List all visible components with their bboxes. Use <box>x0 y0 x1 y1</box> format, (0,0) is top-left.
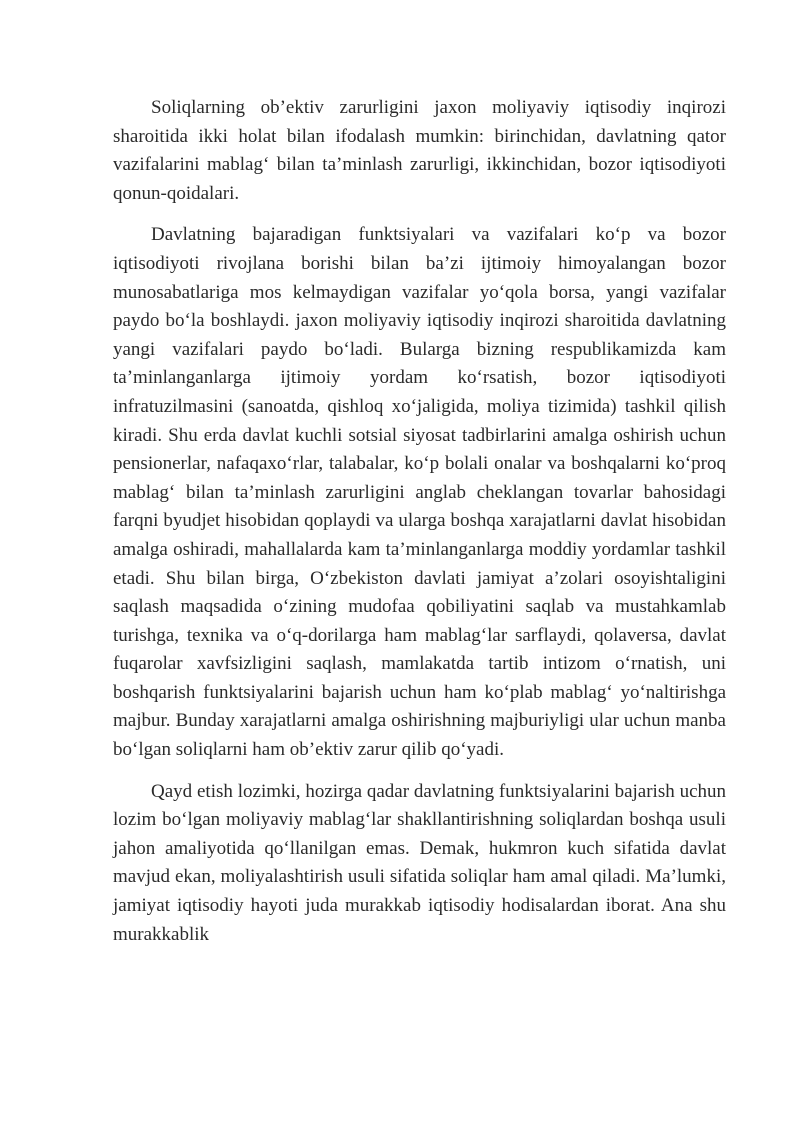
paragraph-3: Qayd etish lozimki, hozirga qadar davlatning funktsiyalarini bajarish uchun lozim bo‘lgan moliyaviy mablag‘lar shakllantirishning soliqlardan boshqa usuli jahon amaliyotida qo‘llanilgan emas. Demak, hukmron kuch sifatida davlat mavjud ekan, moliyalashtirish usuli sifatida soliqlar ham amal qiladi. Ma’lumki, jamiyat iqtisodiy hayoti juda murakkab iqtisodiy hodisalardan iborat. Ana shu murakkablik <box>113 780 726 945</box>
paragraph-1: Soliqlarning ob’ektiv zarurligini jaxon moliyaviy iqtisodiy inqirozi sharoitida ikki holat bilan ifodalash mumkin: birinchidan, davlatning qator vazifalarini mablag‘ bilan ta’minlash zarurligi, ikkinchidan, bozor iqtisodiyoti qonun-qoidalari. <box>113 97 726 204</box>
paragraph-2: Davlatning bajaradigan funktsiyalari va vazifalari ko‘p va bozor iqtisodiyoti rivojlana borishi bilan ba’zi ijtimoiy himoyalangan bozor munosabatlariga mos kelmaydigan vazifalar yo‘qola borsa, yangi vazifalar paydo bo‘la boshlaydi. jaxon moliyaviy iqtisodiy inqirozi sharoitida davlatning yangi vazifalari paydo bo‘ladi. Bularga bizning respublikamizda kam ta’minlanganlarga ijtimoiy yordam ko‘rsatish, bozor iqtisodiyoti infratuzilmasini (sanoatda, qishloq xo‘jaligida, moliya tizimida) tashkil qilish kiradi. Shu erda davlat kuchli sotsial siyosat tadbirlarini amalga oshirish uchun pensionerlar, nafaqaxo‘rlar, talabalar, ko‘p bolali onalar va boshqalarni ko‘proq mablag‘ bilan ta’minlash zarurligini anglab cheklangan tovarlar bahosidagi farqni byudjet hisobidan qoplaydi va ularga boshqa xarajatlarni davlat hisobidan amalga oshiradi, mahallalarda kam ta’minlanganlarga moddiy yordamlar tashkil etadi. Shu bilan birga, O‘zbekiston davlati jamiyat a’zolari osoyishtaligini saqlash maqsadida o‘zining mudofaa qobiliyatini saqlab va mustahkamlab turishga, texnika va o‘q-dorilarga ham mablag‘lar sarflaydi, qolaversa, davlat fuqarolar xavfsizligini saqlash, mamlakatda tartib intizom o‘rnatish, uni boshqarish funktsiyalarini bajarish uchun ham ko‘plab mablag‘ yo‘naltirishga majbur. Bunday xarajatlarni amalga oshirishning majburiyligi ular uchun manba bo‘lgan soliqlarni ham ob’ektiv zarur qilib qo‘yadi. <box>113 224 726 761</box>
body-text <box>113 94 726 962</box>
